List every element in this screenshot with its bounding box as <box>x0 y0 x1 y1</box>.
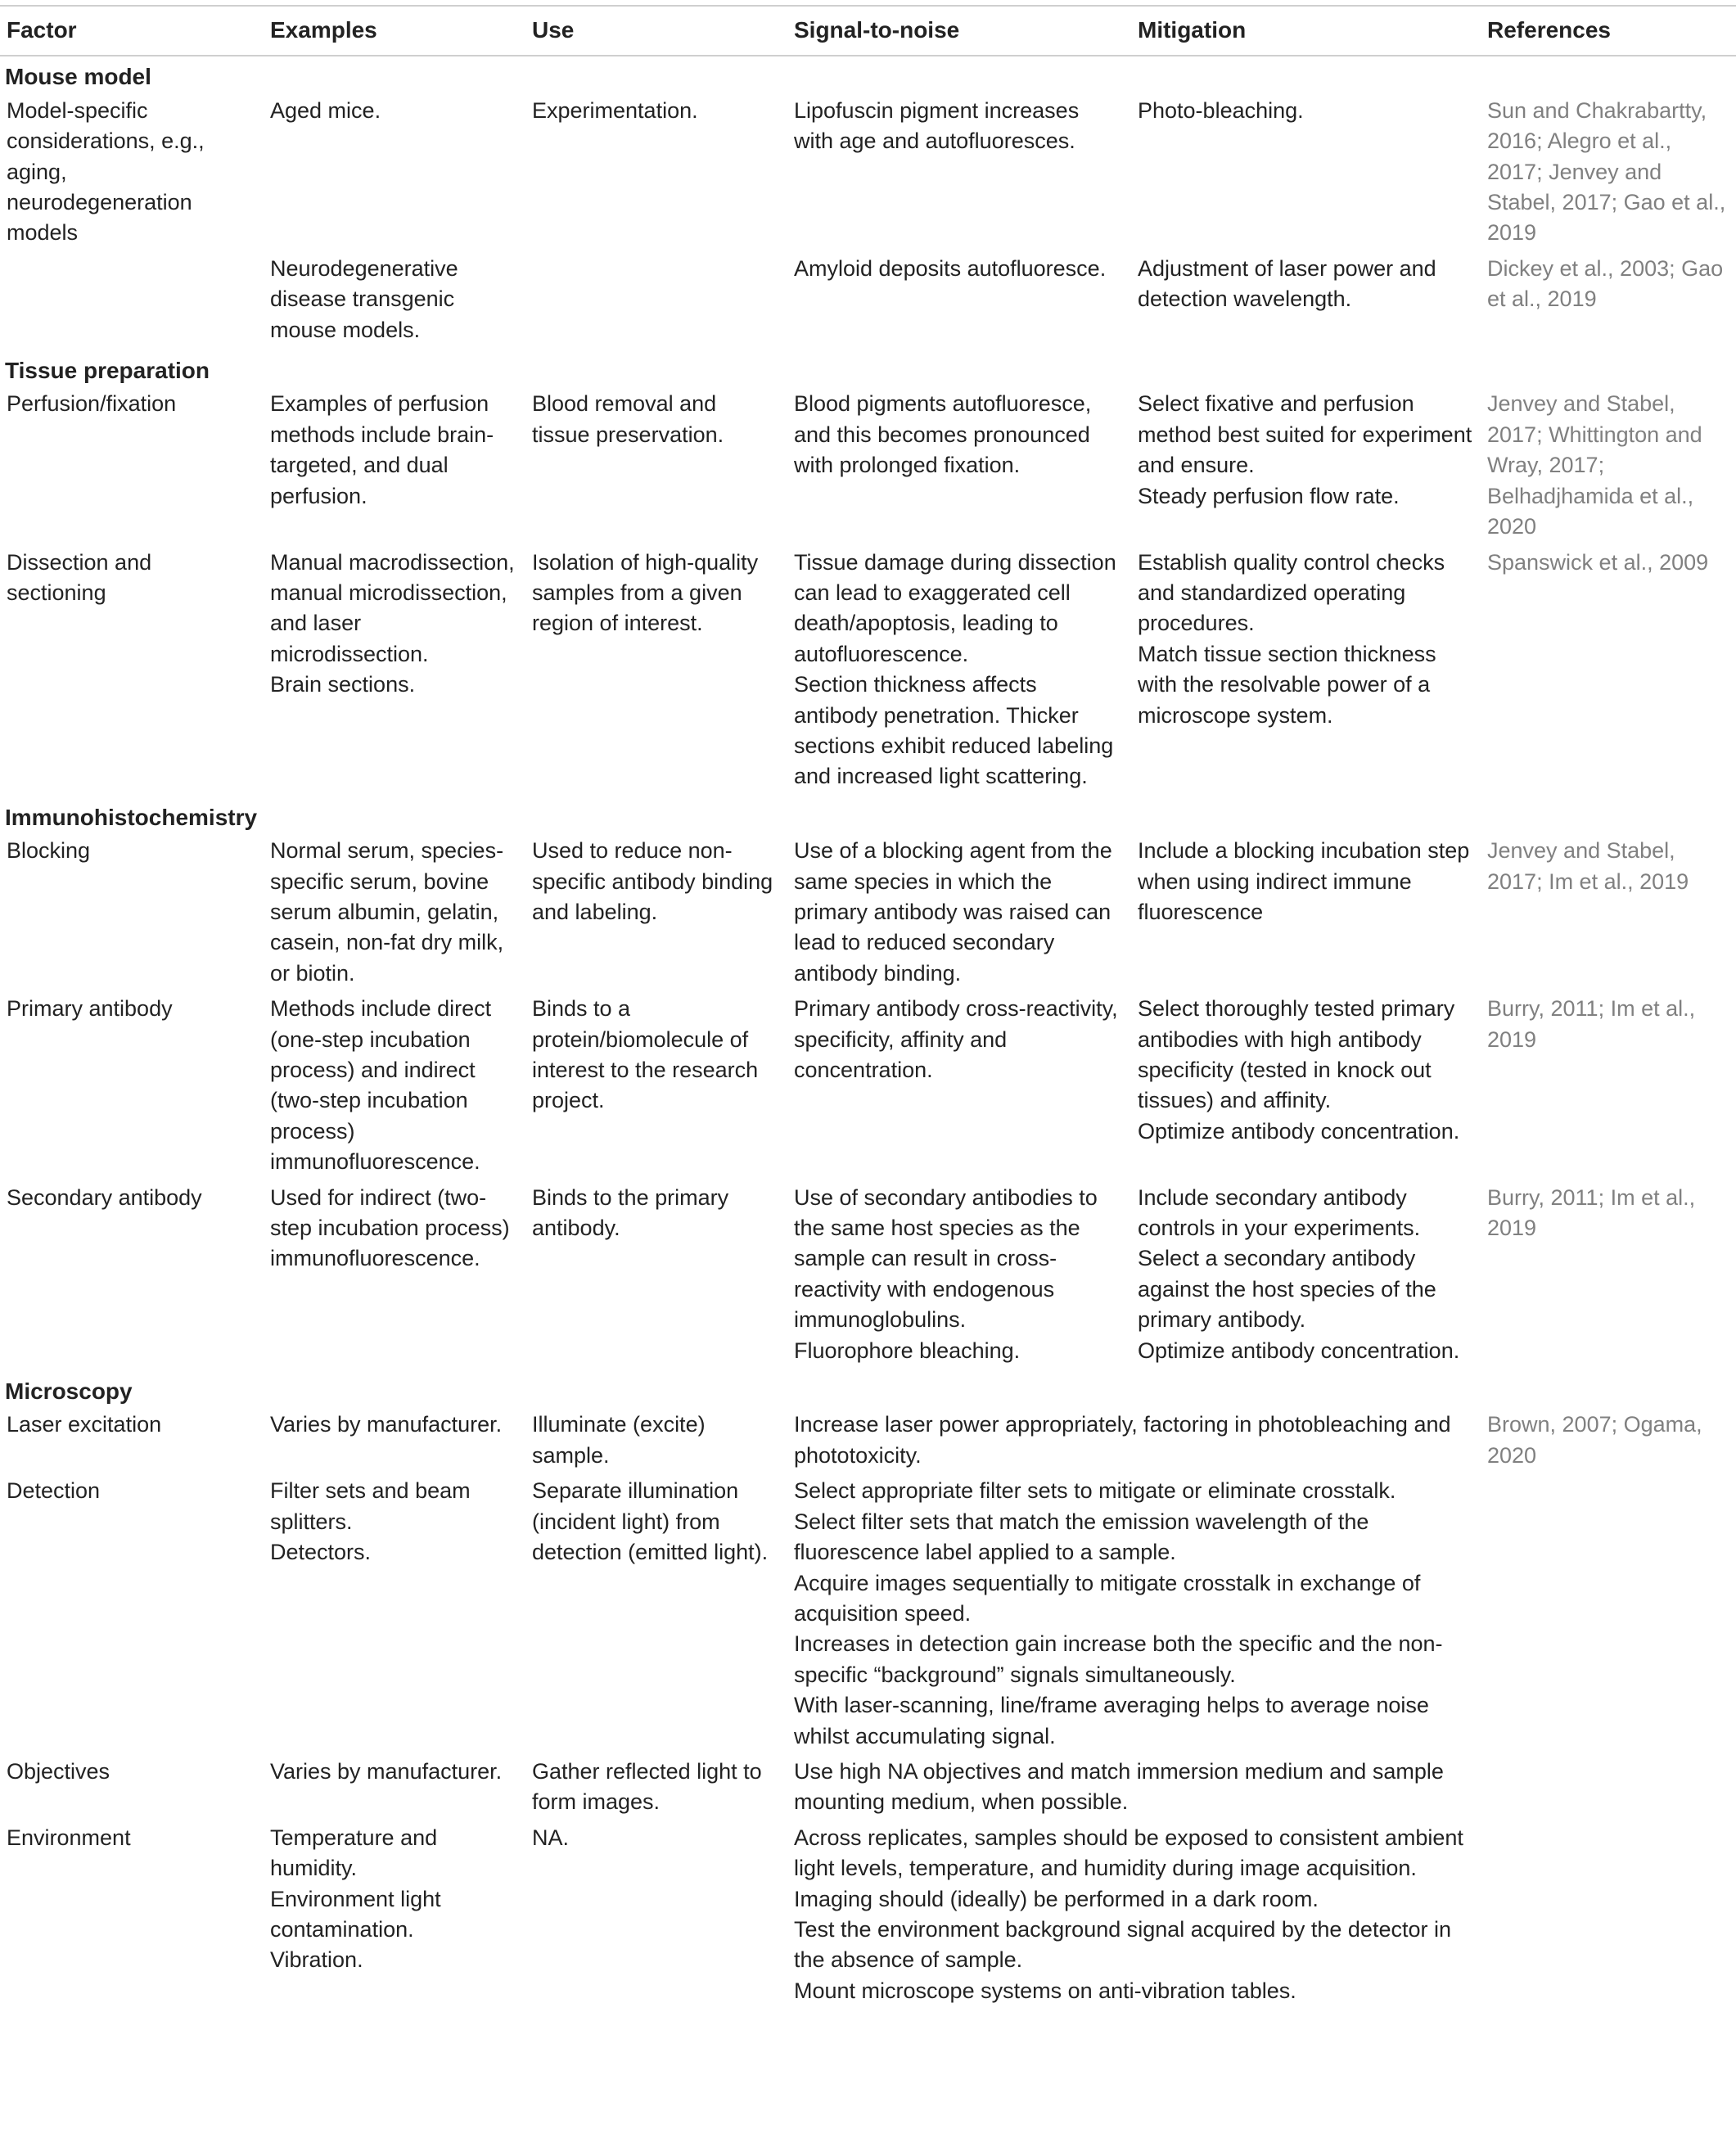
cell-factor: Primary antibody <box>7 996 173 1022</box>
cell-use: Separate illumination (incident light) from detection (emitted light). <box>532 1478 769 1565</box>
cell-mitigation: Include a blocking incubation step when using indirect immune fluorescence <box>1138 838 1470 924</box>
cell-signal-mitigation: Increase laser power appropriately, factoring in photobleaching and phototoxicity. <box>794 1412 1451 1468</box>
cell-examples: Methods include direct (one-step incubation process) and indirect (two-step incubation process) immunofluorescence. <box>270 996 492 1175</box>
cell-mitigation: Photo-bleaching. <box>1138 97 1304 123</box>
cell-examples: Neurodegenerative disease transgenic mouse models. <box>270 255 458 342</box>
cell-examples <box>264 1476 525 1757</box>
cell-examples: Examples of perfusion methods include brain-targeted, and dual perfusion. <box>270 391 494 508</box>
cell-mitigation <box>1131 1183 1481 1371</box>
cell-examples <box>264 548 525 797</box>
cell-use: Blood removal and tissue preservation. <box>532 391 724 447</box>
cell-use: Binds to the primary antibody. <box>532 1184 729 1241</box>
header-row <box>0 6 1736 56</box>
cell-references: Brown, 2007; Ogama, 2020 <box>1487 1412 1702 1468</box>
cell-use: Used to reduce non-specific antibody binding and labeling. <box>532 838 773 924</box>
cell-factor: Perfusion/fixation <box>7 391 177 417</box>
cell-use: Gather reflected light to form images. <box>532 1758 762 1815</box>
table-row <box>0 254 1736 350</box>
cell-factor: Environment <box>7 1825 131 1850</box>
factors-table <box>0 5 1736 2006</box>
table-row <box>0 836 1736 994</box>
table-row <box>0 96 1736 254</box>
signal-mitigation-line: With laser-scanning, line/frame averaging helps to average noise whilst accumulating signal. <box>794 1693 1429 1748</box>
signal-mitigation-line: Mount microscope systems on anti-vibration tables. <box>794 1978 1296 2003</box>
examples-line: Brain sections. <box>270 672 416 697</box>
cell-references: Spanswick et al., 2009 <box>1487 549 1709 575</box>
signal-mitigation-line: Across replicates, samples should be exposed to consistent ambient light levels, temperature, and humidity during image acquisition. Imaging should (ideally) be performed in a dark room. <box>794 1825 1463 1911</box>
examples-line: Vibration. <box>270 1947 363 1973</box>
examples-line: Filter sets and beam splitters. <box>270 1478 471 1534</box>
signal-mitigation-line: Test the environment background signal acquired by the detector in the absence of sample. <box>794 1916 1451 1973</box>
section-row <box>0 350 1736 389</box>
table-row <box>0 1476 1736 1757</box>
examples-line: Manual macrodissection, manual microdissection, and laser microdissection. <box>270 549 515 666</box>
header-signal-to-noise: Signal-to-noise <box>787 6 1131 56</box>
section-title-tissue-preparation: Tissue preparation <box>5 358 210 384</box>
examples-line: Environment light contamination. <box>270 1886 441 1942</box>
cell-mitigation: Adjustment of laser power and detection wavelength. <box>1138 255 1436 312</box>
section-row <box>0 797 1736 836</box>
mitigation-line: Select thoroughly tested primary antibodies with high antibody specificity (tested in knock out tissues) and affinity. <box>1138 996 1455 1113</box>
cell-references: Jenvey and Stabel, 2017; Im et al., 2019 <box>1487 838 1689 894</box>
cell-factor: Laser excitation <box>7 1412 162 1437</box>
mitigation-line: Select a secondary antibody against the host species of the primary antibody. <box>1138 1246 1436 1333</box>
mitigation-line: Optimize antibody concentration. <box>1138 1118 1460 1144</box>
header-examples: Examples <box>264 6 525 56</box>
cell-factor: Objectives <box>7 1758 110 1784</box>
table-row <box>0 1757 1736 1823</box>
section-row <box>0 1371 1736 1410</box>
header-references: References <box>1481 6 1736 56</box>
cell-factor: Detection <box>7 1478 101 1504</box>
cell-references: Dickey et al., 2003; Gao et al., 2019 <box>1487 255 1724 312</box>
cell-examples <box>264 1823 525 2006</box>
cell-signal: Primary antibody cross-reactivity, specificity, affinity and concentration. <box>794 996 1118 1082</box>
cell-use: NA. <box>532 1825 570 1850</box>
cell-signal-mitigation <box>787 1823 1481 2006</box>
cell-signal-mitigation: Use high NA objectives and match immersion medium and sample mounting medium, when possible. <box>794 1758 1444 1815</box>
mitigation-line: Establish quality control checks and standardized operating procedures. <box>1138 549 1445 636</box>
table-header <box>0 6 1736 56</box>
cell-use: Isolation of high-quality samples from a given region of interest. <box>532 549 759 636</box>
signal-line: Fluorophore bleaching. <box>794 1338 1021 1363</box>
cell-factor: Blocking <box>7 838 91 864</box>
table-row <box>0 548 1736 797</box>
cell-mitigation <box>1131 548 1481 797</box>
cell-signal: Blood pigments autofluoresce, and this becomes pronounced with prolonged fixation. <box>794 391 1092 478</box>
signal-mitigation-line: Select filter sets that match the emission wavelength of the fluorescence label applied to a sample. <box>794 1509 1369 1565</box>
mitigation-line: Steady perfusion flow rate. <box>1138 483 1400 508</box>
signal-mitigation-line: Acquire images sequentially to mitigate crosstalk in exchange of acquisition speed. <box>794 1570 1421 1626</box>
header-factor: Factor <box>0 6 264 56</box>
mitigation-line: Optimize antibody concentration. <box>1138 1338 1460 1363</box>
cell-examples: Varies by manufacturer. <box>270 1758 503 1784</box>
section-title-immunohistochemistry: Immunohistochemistry <box>5 804 258 830</box>
cell-factor: Model-specific considerations, e.g., aging, neurodegeneration models <box>7 97 205 246</box>
examples-line: Detectors. <box>270 1540 372 1565</box>
cell-use: Experimentation. <box>532 97 698 123</box>
section-title-microscopy: Microscopy <box>5 1378 133 1405</box>
cell-references: Burry, 2011; Im et al., 2019 <box>1487 996 1696 1052</box>
cell-factor: Dissection and sectioning <box>7 549 152 605</box>
cell-mitigation <box>1131 389 1481 547</box>
cell-examples: Used for indirect (two-step incubation process) immunofluorescence. <box>270 1184 510 1271</box>
cell-references: Burry, 2011; Im et al., 2019 <box>1487 1184 1696 1241</box>
factors-table-container <box>0 5 1736 2006</box>
cell-signal: Amyloid deposits autofluoresce. <box>794 255 1107 281</box>
cell-signal <box>787 548 1131 797</box>
mitigation-line: Include secondary antibody controls in your experiments. <box>1138 1184 1421 1241</box>
cell-examples: Varies by manufacturer. <box>270 1412 503 1437</box>
cell-signal-mitigation <box>787 1476 1481 1757</box>
signal-line: Section thickness affects antibody penetration. Thicker sections exhibit reduced labeling and increased light scattering. <box>794 672 1114 789</box>
cell-factor <box>0 254 264 350</box>
signal-mitigation-line: Select appropriate filter sets to mitigate or eliminate crosstalk. <box>794 1478 1396 1504</box>
cell-signal <box>787 1183 1131 1371</box>
table-row <box>0 1183 1736 1371</box>
cell-references <box>1481 1476 1736 1757</box>
table-row <box>0 1823 1736 2006</box>
mitigation-line: Match tissue section thickness with the resolvable power of a microscope system. <box>1138 641 1436 728</box>
header-mitigation: Mitigation <box>1131 6 1481 56</box>
cell-use <box>525 254 787 350</box>
cell-use: Binds to a protein/biomolecule of interest to the research project. <box>532 996 759 1113</box>
cell-signal: Lipofuscin pigment increases with age and autofluoresces. <box>794 97 1080 154</box>
cell-examples: Aged mice. <box>270 97 381 123</box>
signal-line: Tissue damage during dissection can lead to exaggerated cell death/apoptosis, leading to autofluorescence. <box>794 549 1116 666</box>
signal-line: Use of secondary antibodies to the same host species as the sample can result in cross-reactivity with endogenous immunoglobulins. <box>794 1184 1098 1333</box>
cell-mitigation <box>1131 994 1481 1182</box>
cell-use: Illuminate (excite) sample. <box>532 1412 706 1468</box>
section-title-mouse-model: Mouse model <box>5 64 151 90</box>
cell-references <box>1481 1757 1736 1823</box>
cell-signal: Use of a blocking agent from the same species in which the primary antibody was raised can lead to reduced secondary antibody binding. <box>794 838 1112 986</box>
table-row <box>0 994 1736 1182</box>
cell-references: Jenvey and Stabel, 2017; Whittington and Wray, 2017; Belhadjhamida et al., 2020 <box>1487 391 1702 539</box>
cell-factor: Secondary antibody <box>7 1184 202 1210</box>
header-use: Use <box>525 6 787 56</box>
examples-line: Temperature and humidity. <box>270 1825 438 1881</box>
mitigation-line: Select fixative and perfusion method best suited for experiment and ensure. <box>1138 391 1472 478</box>
table-body <box>0 56 1736 2006</box>
cell-examples: Normal serum, species-specific serum, bovine serum albumin, gelatin, casein, non-fat dry milk, or biotin. <box>270 838 504 986</box>
section-row <box>0 56 1736 95</box>
signal-mitigation-line: Increases in detection gain increase both the specific and the non-specific “background” signals simultaneously. <box>794 1631 1443 1687</box>
cell-references <box>1481 1823 1736 2006</box>
table-row <box>0 1410 1736 1476</box>
table-row <box>0 389 1736 547</box>
cell-references: Sun and Chakrabartty, 2016; Alegro et al., 2017; Jenvey and Stabel, 2017; Gao et al., 2019 <box>1487 97 1726 246</box>
